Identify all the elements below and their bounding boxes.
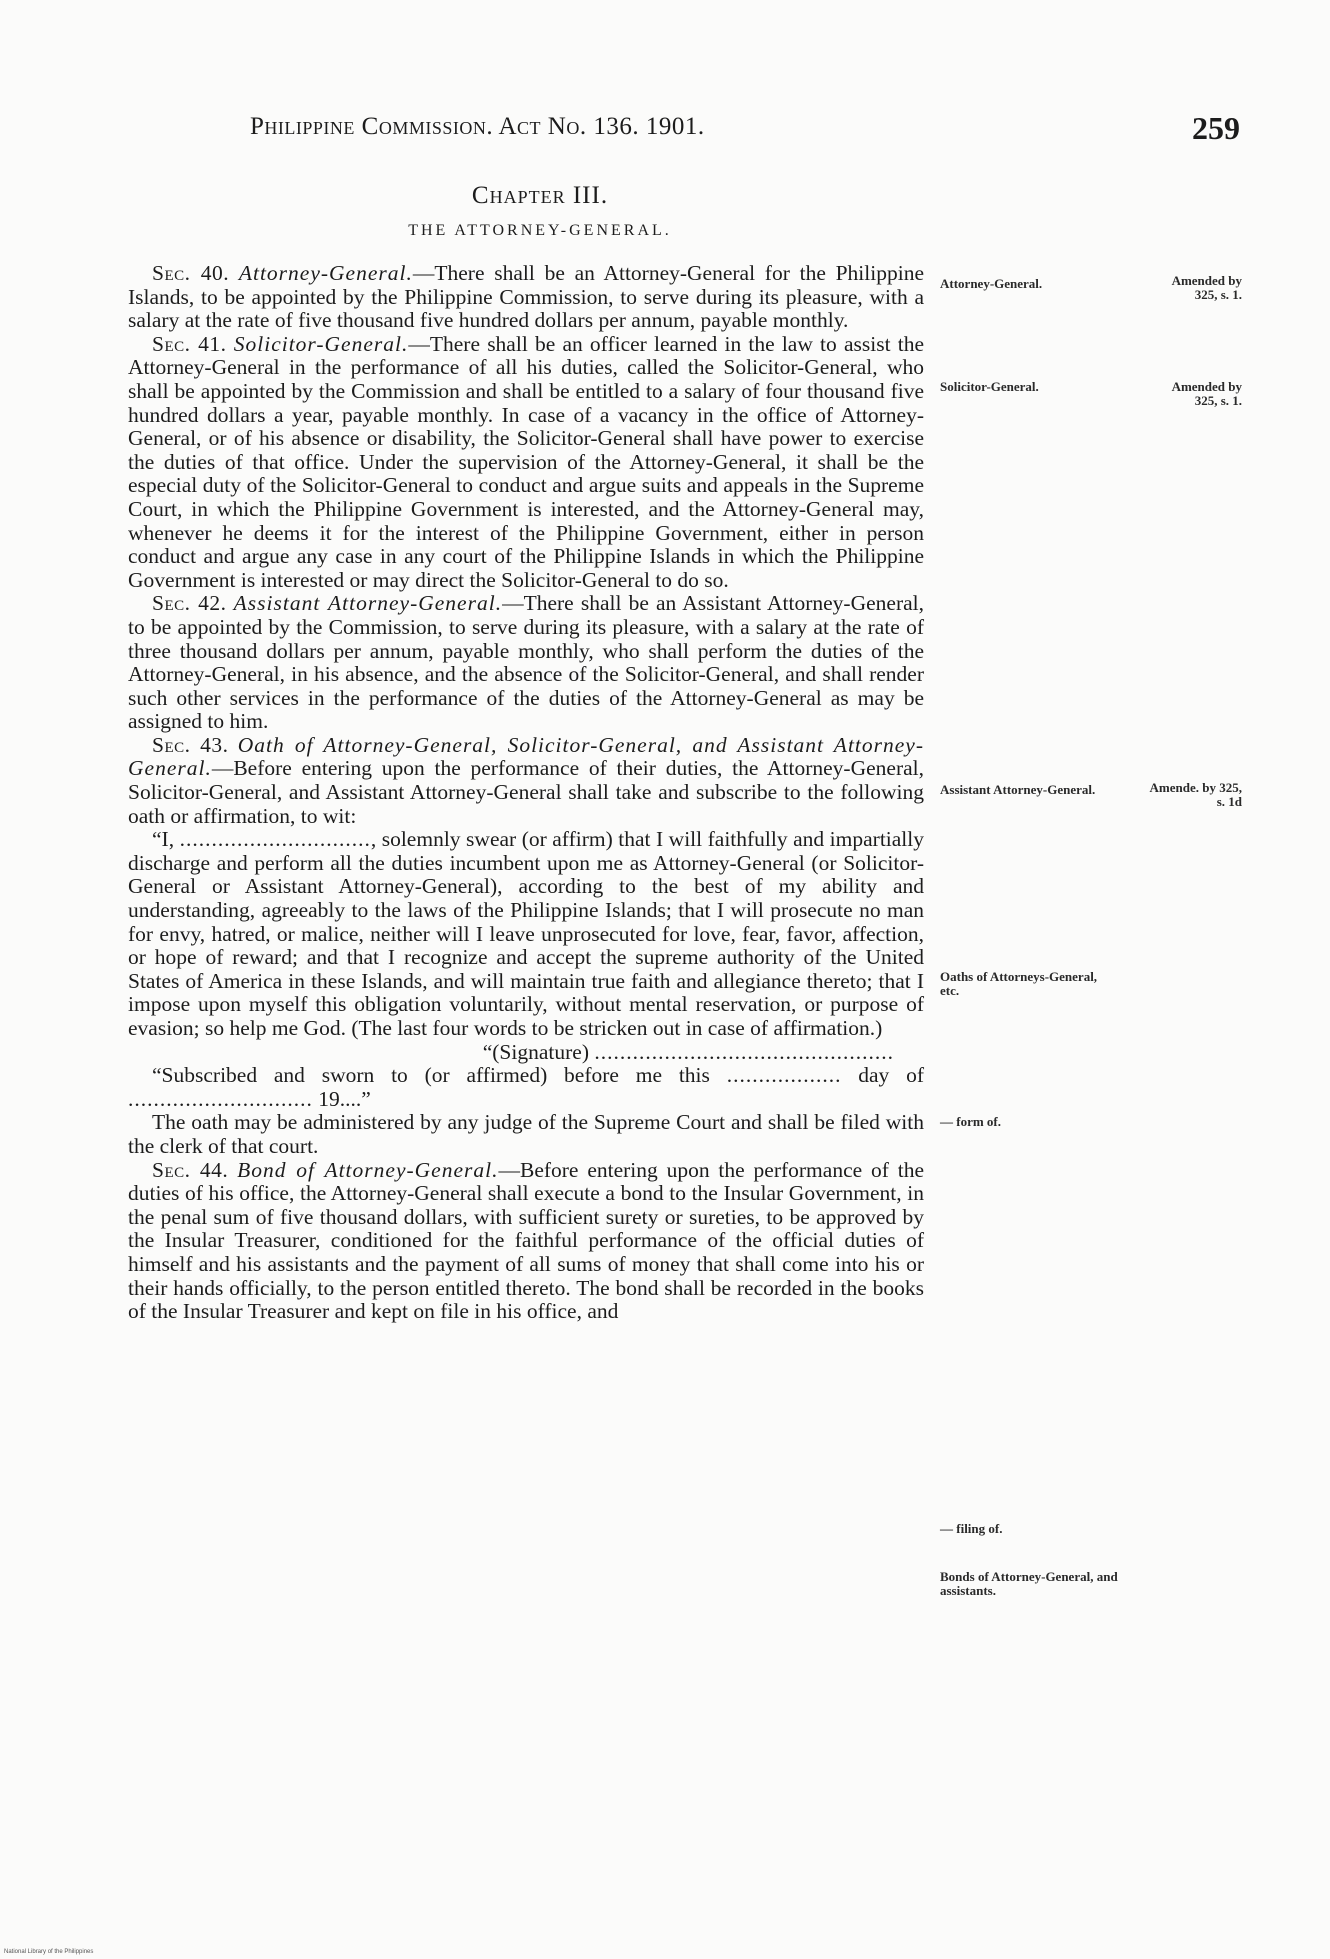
section-text: —Before entering upon the performance of their duties, the Attorney-General, Solicitor-General, and Assistant Attorney-General shall take and subscribe to the following oath or affirmation, to wit: <box>128 756 924 828</box>
body-text <box>128 262 924 1324</box>
section-text: —Before entering upon the performance of the duties of his office, the Attorney-General shall execute a bond to the Insular Government, in the penal sum of five thousand dollars, with sufficient surety or sureties, to be approved by the Insular Treasurer, conditioned for the faithful performance of the official duties of himself and his assistants and the payment of all sums of money that shall come into his or their hands officially, to the person entitled thereto. The bond shall be recorded in the books of the Insular Treasurer and kept on file in his office, and <box>128 1157 925 1324</box>
oath-body: , solemnly swear (or affirm) that I will faithfully and impartially discharge and perform all the duties incumbent upon me as Attorney-General (or Solicitor-General or Assistant Attorney-General), according to the best of my ability and understanding, agreeably to the laws of the Philippine Islands; that I will prosecute no man for envy, hatred, or malice, neither will I leave unprosecuted for love, fear, favor, affection, or hope of reward; and that I recognize and accept the supreme authority of the United States of America in these Islands, and will maintain true faith and allegiance thereto; that I impose upon myself this obligation voluntarily, without mental reservation, or purpose of evasion; so help me God. (The last four words to be stricken out in case of affirmation.) <box>128 827 925 1040</box>
margin-note-attorney-general: Attorney-General. <box>940 276 1043 291</box>
oath-open: “I, <box>152 827 175 852</box>
margin-note-form: — form of. <box>940 1114 1002 1129</box>
margin-note-oaths: Oaths of Attorneys-General, etc. <box>940 969 1098 998</box>
filing-text: The oath may be administered by any judge of the Supreme Court and shall be filed with the clerk of that court. <box>128 1110 924 1158</box>
page-number: 259 <box>1192 110 1240 146</box>
section-title: Assistant Attorney-General. <box>233 591 503 616</box>
section-title: Attorney-General. <box>238 261 413 285</box>
section-text: —There shall be an officer learned in the law to assist the Attorney-General in the performance of all his duties, called the Solicitor-General, who shall be appointed by the Commission and shall be entitled to a salary of four thousand five hundred dollars a year, payable monthly. In case of a vacancy in the office of Attorney-General, or of his absence or disability, the Solicitor-General shall have power to exercise the duties of that office. Under the supervision of the Attorney-General, it shall be the especial duty of the Solicitor-General to conduct and argue suits and appeals in the Supreme Court, in which the Philippine Government is interested, and the Attorney-General may, whenever he deems it for the interest of the Philippine Government, either in person conduct and argue any case in any court of the Philippine Islands in which the Philippine Government is interested or may direct the Solicitor-General to do so. <box>128 331 925 592</box>
section-text: —There shall be an Assistant Attorney-General, to be appointed by the Commission, to serve during its pleasure, with a salary at the rate of three thousand dollars per annum, payable monthly, who shall perform the duties of the Attorney-General, in his absence, and the absence of the Solicitor-General, and shall render such other services in the performance of the duties of the Attorney-General as may be assigned to him. <box>128 591 925 734</box>
margin-note-assistant: Assistant Attorney-General. <box>940 782 1096 797</box>
section-label: Sec. 41. <box>152 331 227 356</box>
subscribed-text: “Subscribed and sworn to (or affirmed) before me this <box>152 1063 710 1088</box>
running-head: Philippine Commission. Act No. 136. 1901. <box>250 113 705 140</box>
signature-line <box>128 1041 924 1065</box>
amendment-note-s41: Amended by 325, s. 1. <box>1171 379 1242 408</box>
amendment-note-s42: Amende. by 325, s. 1d <box>1149 780 1242 809</box>
chapter-subtitle: THE ATTORNEY-GENERAL. <box>408 222 672 239</box>
section-title: Solicitor-General. <box>233 331 409 356</box>
subscribed-line <box>128 1064 924 1111</box>
footer-credit: National Library of the Philippines <box>4 1949 94 1955</box>
section-label: Sec. 44. <box>152 1157 229 1182</box>
subscribed-blank-1: .................. <box>726 1063 842 1088</box>
section-41 <box>128 333 924 593</box>
section-44 <box>128 1159 924 1324</box>
signature-blank: ............................................... <box>594 1039 894 1064</box>
section-title: Bond of Attorney-General. <box>237 1157 499 1182</box>
chapter-title: Chapter III. <box>471 182 609 209</box>
section-title: Oath of Attorney-General, Solicitor-General, and Assistant Attorney-General. <box>128 732 924 781</box>
subscribed-blank-2: ............................. <box>128 1086 313 1111</box>
margin-note-filing: — filing of. <box>940 1521 1003 1536</box>
section-40 <box>128 262 924 333</box>
oath-text <box>128 828 924 1040</box>
subscribed-year: 19....” <box>318 1086 371 1111</box>
oath-name-blank: .............................. <box>179 827 371 852</box>
section-label: Sec. 43. <box>152 732 229 757</box>
subscribed-day-of: day of <box>858 1063 925 1088</box>
section-42 <box>128 592 924 734</box>
signature-label: “(Signature) <box>482 1039 589 1064</box>
section-43 <box>128 734 924 828</box>
section-label: Sec. 42. <box>152 591 227 616</box>
amendment-note-s40: Amended by 325, s. 1. <box>1171 273 1242 302</box>
section-text: —There shall be an Attorney-General for the Philippine Islands, to be appointed by the Philippine Commission, to serve during its pleasure, with a salary at the rate of five thousand five hundred dollars per annum, payable monthly. <box>128 261 924 333</box>
margin-note-bonds: Bonds of Attorney-General, and assistants. <box>940 1569 1118 1598</box>
section-label: Sec. 40. <box>152 261 230 285</box>
margin-note-solicitor-general: Solicitor-General. <box>940 379 1039 394</box>
